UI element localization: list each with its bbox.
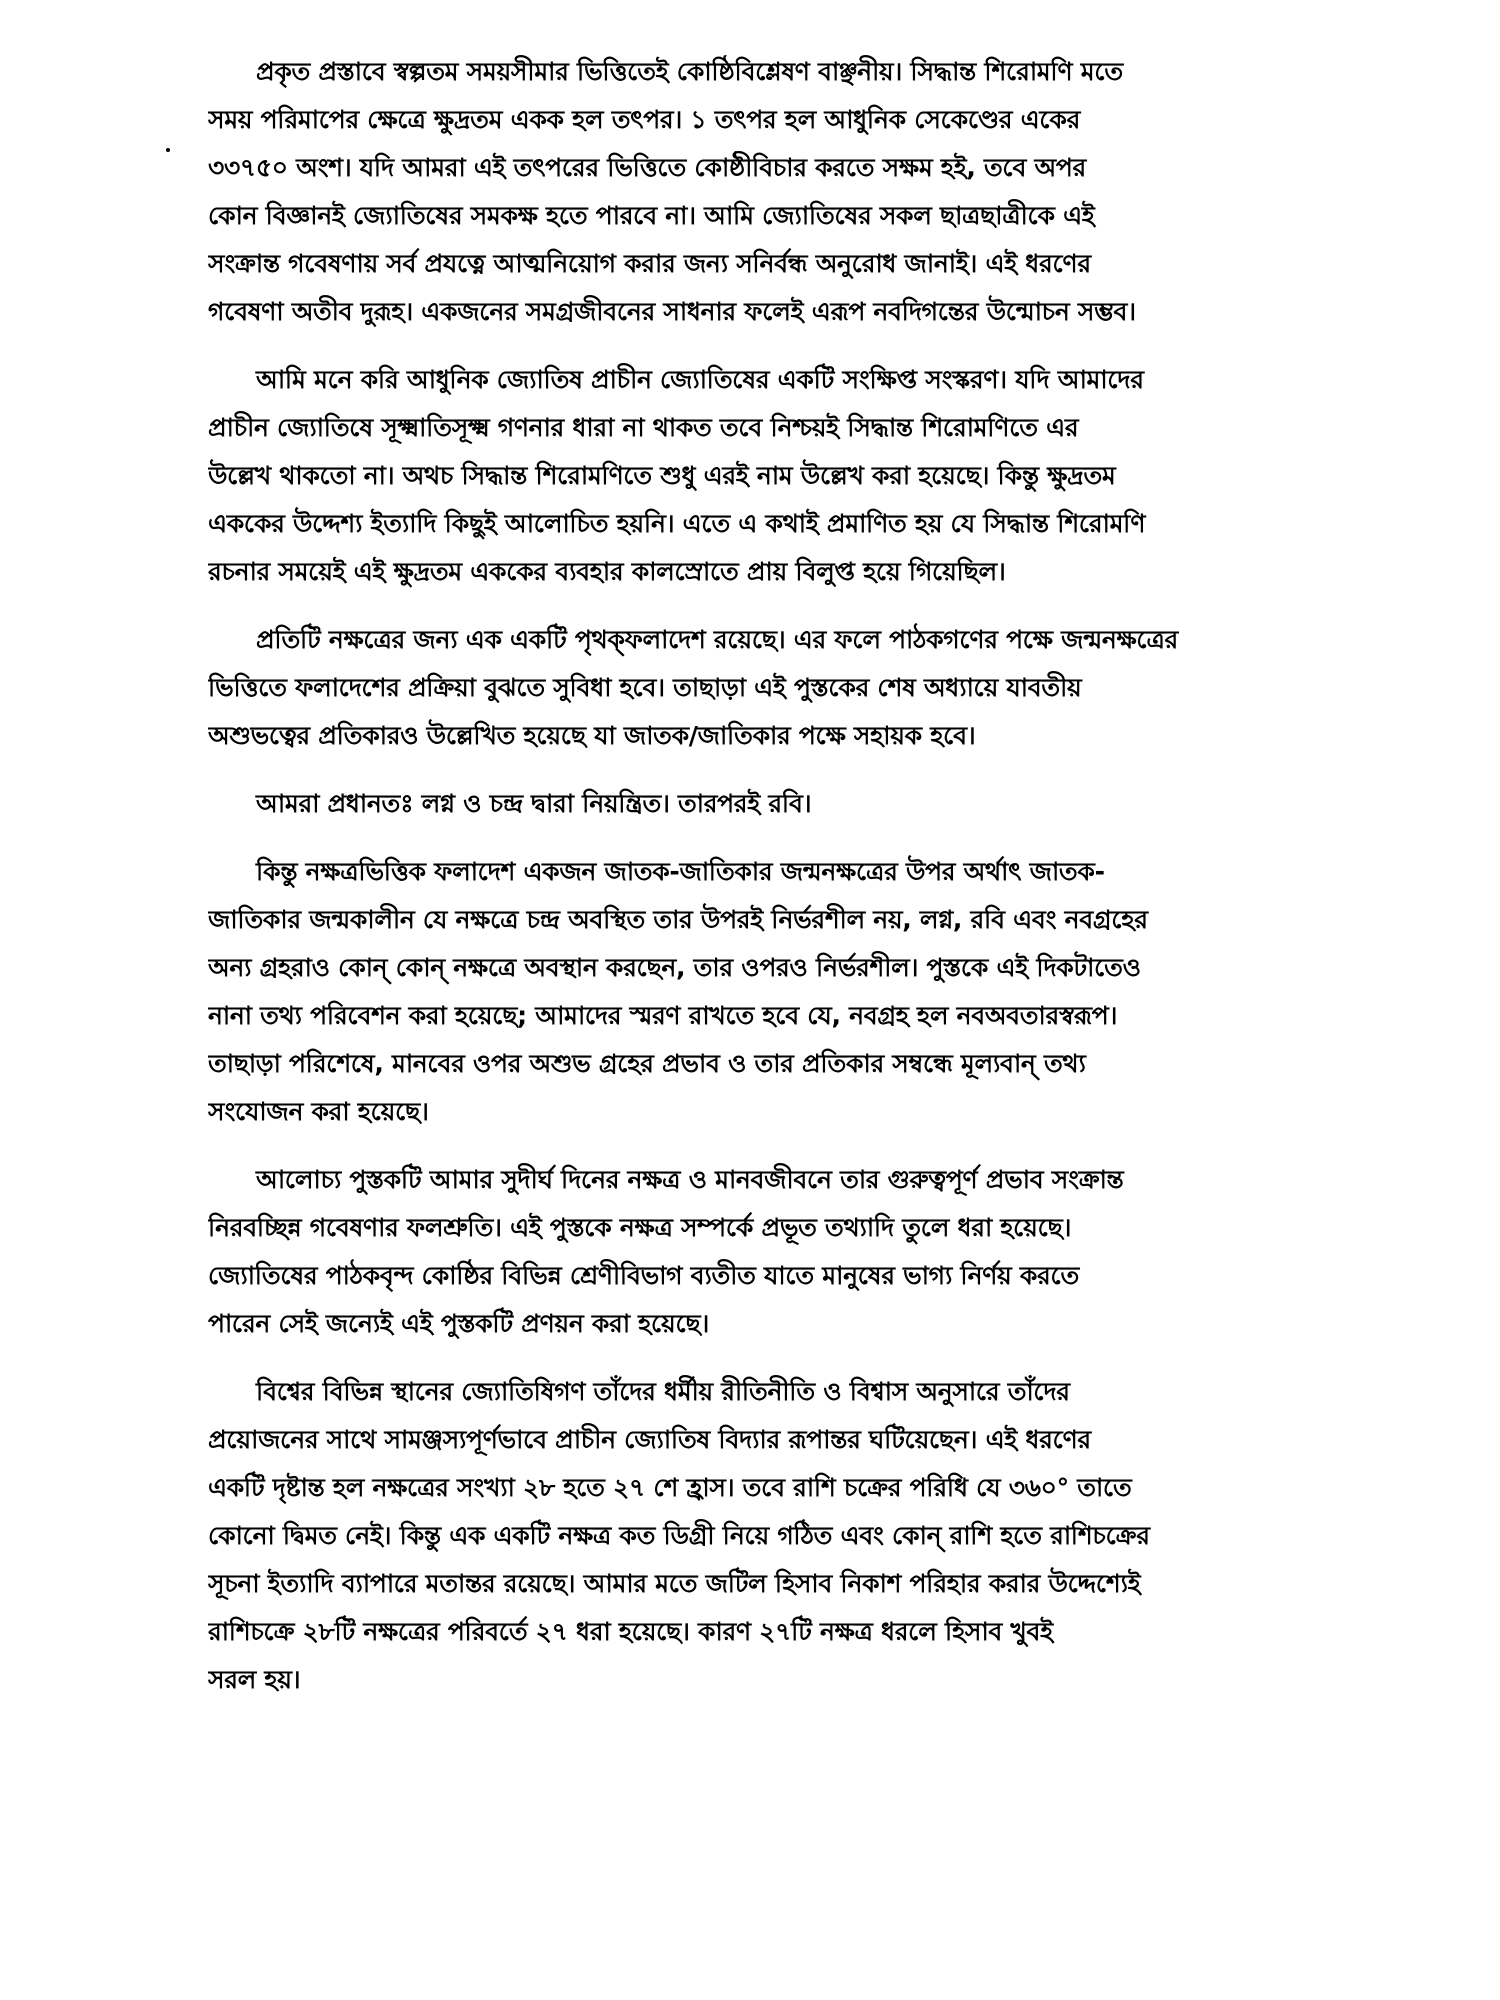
paragraph-nakshatra-predictions	[208, 616, 1330, 760]
text-line: একটি দৃষ্টান্ত হল নক্ষত্রের সংখ্যা ২৮ হতে ২৭ শে হ্রাস। তবে রাশি চক্রের পরিধি যে ৩৬০° তাতে	[208, 1473, 1132, 1502]
text-line: প্রয়োজনের সাথে সামঞ্জস্যপূর্ণভাবে প্রাচীন জ্যোতিষ বিদ্যার রূপান্তর ঘটিয়েছেন। এই ধরণের	[208, 1425, 1091, 1454]
text-line: অশুভত্বের প্রতিকারও উল্লেখিত হয়েছে যা জাতক/জাতিকার পক্ষে সহায়ক হবে।	[208, 721, 976, 750]
text-line: ৩৩৭৫০ অংশ। যদি আমরা এই তৎপরের ভিত্তিতে কোষ্ঠীবিচার করতে সক্ষম হই, তবে অপর	[208, 153, 1086, 182]
text-line: উল্লেখ থাকতো না। অথচ সিদ্ধান্ত শিরোমণিতে শুধু এরই নাম উল্লেখ করা হয়েছে। কিন্তু ক্ষুদ্রতম	[208, 461, 1116, 490]
paragraph-planets	[208, 848, 1330, 1136]
paragraph-book-purpose	[208, 1156, 1330, 1348]
text-line: সংক্রান্ত গবেষণায় সর্ব প্রযত্নে আত্মনিয়োগ করার জন্য সনির্বন্ধ অনুরোধ জানাই। এই ধরণের	[208, 249, 1091, 278]
text-line: জ্যোতিষের পাঠকবৃন্দ কোষ্ঠির বিভিন্ন শ্রেণীবিভাগ ব্যতীত যাতে মানুষের ভাগ্য নির্ণয় করতে	[208, 1261, 1079, 1290]
scan-speck	[166, 148, 170, 152]
paragraph-lagna-moon	[208, 780, 1330, 828]
text-line: তাছাড়া পরিশেষে, মানবের ওপর অশুভ গ্রহের প্রভাব ও তার প্রতিকার সম্বন্ধে মূল্যবান্ তথ্য	[208, 1049, 1086, 1078]
text-line: এককের উদ্দেশ্য ইত্যাদি কিছুই আলোচিত হয়নি। এতে এ কথাই প্রমাণিত হয় যে সিদ্ধান্ত শিরোমণি	[208, 509, 1146, 538]
text-line: গবেষণা অতীব দুরূহ। একজনের সমগ্রজীবনের সাধনার ফলেই এরূপ নবদিগন্তের উন্মোচন সম্ভব।	[208, 297, 1136, 326]
paragraph-zodiac-nakshatra-count	[208, 1368, 1330, 1704]
text-line: রাশিচক্রে ২৮টি নক্ষত্রের পরিবর্তে ২৭ ধরা হয়েছে। কারণ ২৭টি নক্ষত্র ধরলে হিসাব খুবই	[208, 1617, 1053, 1646]
text-line: প্রকৃত প্রস্তাবে স্বল্পতম সময়সীমার ভিত্তিতেই কোষ্ঠিবিশ্লেষণ বাঞ্ছনীয়। সিদ্ধান্ত শিরোমণি মতে	[256, 57, 1123, 86]
text-line: কোনো দ্বিমত নেই। কিন্তু এক একটি নক্ষত্র কত ডিগ্রী নিয়ে গঠিত এবং কোন্ রাশি হতে রাশিচক্রের	[208, 1521, 1150, 1550]
text-line: নানা তথ্য পরিবেশন করা হয়েছে; আমাদের স্মরণ রাখতে হবে যে, নবগ্রহ হল নবঅবতারস্বরূপ।	[208, 1001, 1118, 1030]
text-line: বিশ্বের বিভিন্ন স্থানের জ্যোতিষিগণ তাঁদের ধর্মীয় রীতিনীতি ও বিশ্বাস অনুসারে তাঁদের	[256, 1377, 1070, 1406]
text-line: কোন বিজ্ঞানই জ্যোতিষের সমকক্ষ হতে পারবে না। আমি জ্যোতিষের সকল ছাত্রছাত্রীকে এই	[208, 201, 1095, 230]
paragraph-smallest-time-unit	[208, 48, 1330, 336]
text-line: আমি মনে করি আধুনিক জ্যোতিষ প্রাচীন জ্যোতিষের একটি সংক্ষিপ্ত সংস্করণ। যদি আমাদের	[256, 365, 1144, 394]
text-line: প্রতিটি নক্ষত্রের জন্য এক একটি পৃথক্‌ফলাদেশ রয়েছে। এর ফলে পাঠকগণের পক্ষে জন্মনক্ষত্রের	[256, 625, 1178, 654]
text-line: প্রাচীন জ্যোতিষে সূক্ষ্মাতিসূক্ষ্ম গণনার ধারা না থাকত তবে নিশ্চয়ই সিদ্ধান্ত শিরোমণিতে এর	[208, 413, 1079, 442]
text-line: আমরা প্রধানতঃ লগ্ন ও চন্দ্র দ্বারা নিয়ন্ত্রিত। তারপরই রবি।	[256, 789, 812, 818]
text-line: সরল হয়।	[208, 1665, 301, 1694]
text-line: নিরবচ্ছিন্ন গবেষণার ফলশ্রুতি। এই পুস্তকে নক্ষত্র সম্পর্কে প্রভূত তথ্যাদি তুলে ধরা হয়েছে।	[208, 1213, 1072, 1242]
text-line: অন্য গ্রহরাও কোন্ কোন্ নক্ষত্রে অবস্থান করছেন, তার ওপরও নির্ভরশীল। পুস্তকে এই দিকটাতেও	[208, 953, 1141, 982]
paragraph-modern-astrology	[208, 356, 1330, 596]
text-line: পারেন সেই জন্যেই এই পুস্তকটি প্রণয়ন করা হয়েছে।	[208, 1309, 710, 1338]
text-line: সূচনা ইত্যাদি ব্যাপারে মতান্তর রয়েছে। আমার মতে জটিল হিসাব নিকাশ পরিহার করার উদ্দেশ্যেই	[208, 1569, 1141, 1598]
text-line: সংযোজন করা হয়েছে।	[208, 1097, 429, 1126]
text-line: আলোচ্য পুস্তকটি আমার সুদীর্ঘ দিনের নক্ষত্র ও মানবজীবনে তার গুরুত্বপূর্ণ প্রভাব সংক্রান্ত	[256, 1165, 1124, 1194]
text-line: রচনার সময়েই এই ক্ষুদ্রতম এককের ব্যবহার কালস্রোতে প্রায় বিলুপ্ত হয়ে গিয়েছিল।	[208, 557, 1006, 586]
text-line: জাতিকার জন্মকালীন যে নক্ষত্রে চন্দ্র অবস্থিত তার উপরই নির্ভরশীল নয়, লগ্ন, রবি এবং নবগ্রহের	[208, 905, 1148, 934]
text-line: কিন্তু নক্ষত্রভিত্তিক ফলাদেশ একজন জাতক-জাতিকার জন্মনক্ষত্রের উপর অর্থাৎ জাতক-	[256, 857, 1105, 886]
body-text	[208, 48, 1330, 1724]
text-line: ভিত্তিতে ফলাদেশের প্রক্রিয়া বুঝতে সুবিধা হবে। তাছাড়া এই পুস্তকের শেষ অধ্যায়ে যাবতীয়	[208, 673, 1082, 702]
text-line: সময় পরিমাপের ক্ষেত্রে ক্ষুদ্রতম একক হল তৎপর। ১ তৎপর হল আধুনিক সেকেণ্ডের একের	[208, 105, 1081, 134]
